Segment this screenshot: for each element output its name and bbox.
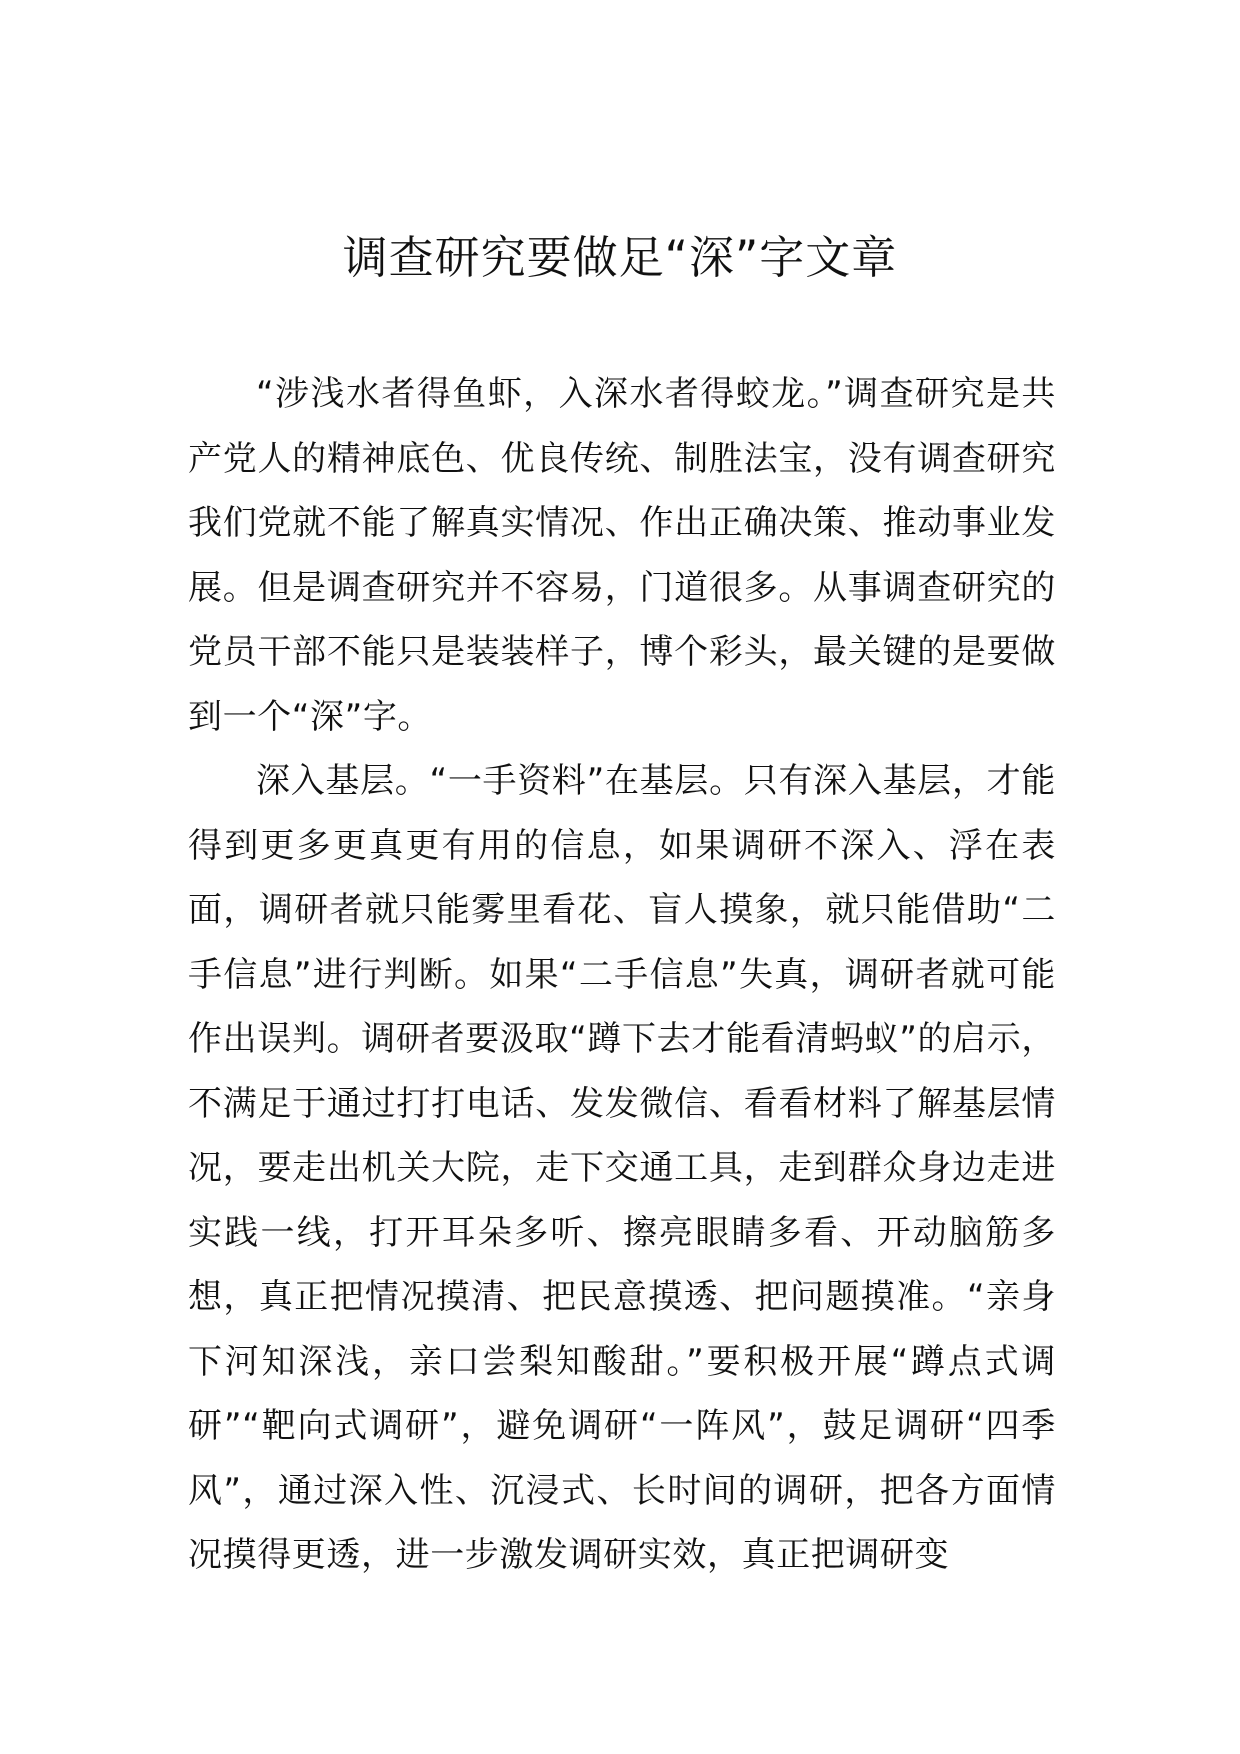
document-body	[188, 362, 1056, 1588]
document-title: 调查研究要做足“深”字文章	[342, 231, 898, 284]
paragraph-intro: “涉浅水者得鱼虾，入深水者得蛟龙。”调查研究是共产党人的精神底色、优良传统、制胜法宝，没有调查研究我们党就不能了解真实情况、作出正确决策、推动事业发展。但是调查研究并不容易，门道很多。从事调查研究的党员干部不能只是装装样子，博个彩头，最关键的是要做到一个“深”字。	[188, 374, 1056, 737]
paragraph-grassroots: 深入基层。“一手资料”在基层。只有深入基层，才能得到更多更真更有用的信息，如果调研不深入、浮在表面，调研者就只能雾里看花、盲人摸象，就只能借助“二手信息”进行判断。如果“二手信息”失真，调研者就可能作出误判。调研者要汲取“蹲下去才能看清蚂蚁”的启示，不满足于通过打打电话、发发微信、看看材料了解基层情况，要走出机关大院，走下交通工具，走到群众身边走进实践一线，打开耳朵多听、擦亮眼睛多看、开动脑筋多想，真正把情况摸清、把民意摸透、把问题摸准。“亲身下河知深浅，亲口尝梨知酸甜。”要积极开展“蹲点式调研”“靶向式调研”，避免调研“一阵风”，鼓足调研“四季风”，通过深入性、沉浸式、长时间的调研，把各方面情况摸得更透，进一步激发调研实效，真正把调研变	[188, 761, 1056, 1575]
